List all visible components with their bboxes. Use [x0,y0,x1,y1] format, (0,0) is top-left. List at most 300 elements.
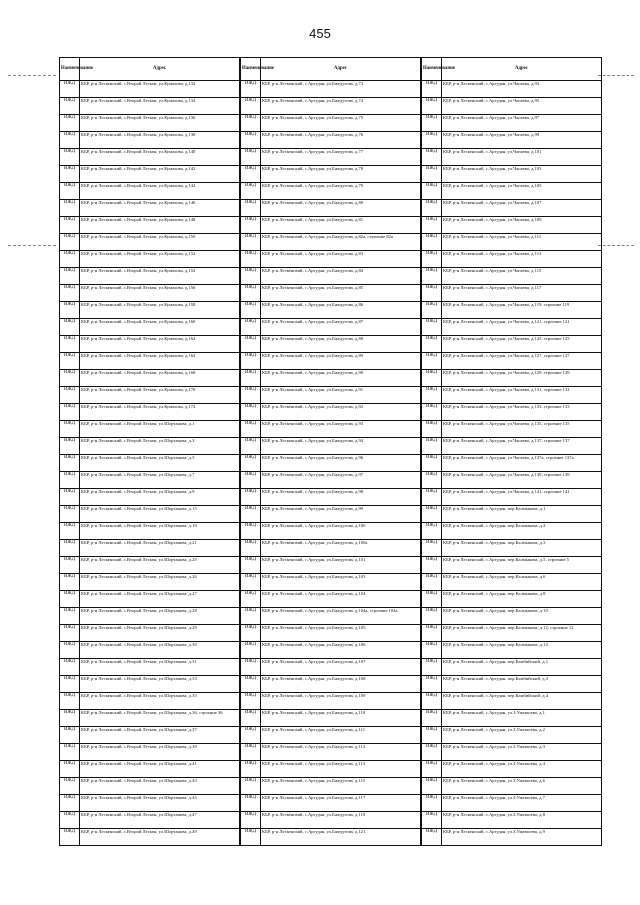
object-type-cell: ИЖД [422,557,442,574]
table-row [60,438,240,455]
object-type-cell: ИЖД [422,727,442,744]
object-type-cell: ИЖД [241,710,261,727]
table-row [241,234,421,251]
object-type-cell: ИЖД [241,319,261,336]
address-cell: КБР, р-н Лескенский, с.Второй Лескен, ул.Кумахова, д.172 [80,404,240,421]
object-type-cell: ИЖД [422,506,442,523]
address-cell: КБР, р-н Лескенский, с.Аргудан, пер.Калмыкова, д.2 [442,523,602,540]
table-row [422,421,602,438]
address-cell: КБР, р-н Лескенский, с.Аргудан, ул.Бжедугова, д.106 [261,642,421,659]
address-cell: КБР, р-н Лескенский, с.Второй Лескен, ул.Кумахова, д.134 [80,98,240,115]
object-type-cell: ИЖД [60,812,80,829]
address-cell: КБР, р-н Лескенский, с.Аргудан, пер.Калмыкова, д.14 [442,642,602,659]
address-cell: КБР, р-н Лескенский, с.Аргудан, ул.Чапаева, д.131, строение 131 [442,387,602,404]
address-cell: КБР, р-н Лескенский, с.Второй Лескен, ул.Шортанова, д.19 [80,523,240,540]
address-cell: КБР, р-н Лескенский, с.Аргудан, пер.Калмыкова, д.5, строение 5 [442,557,602,574]
address-cell: КБР, р-н Лескенский, с.Второй Лескен, ул.Кумахова, д.162 [80,336,240,353]
object-type-cell: ИЖД [60,778,80,795]
table-row [241,404,421,421]
table-row [241,455,421,472]
table-row [422,149,602,166]
address-cell: КБР, р-н Лескенский, с.Аргудан, ул.Бжедугова, д.109 [261,693,421,710]
table-row [422,472,602,489]
object-type-cell: ИЖД [241,642,261,659]
address-cell: КБР, р-н Лескенский, с.Второй Лескен, ул.Шортанова, д.15 [80,506,240,523]
address-cell: КБР, р-н Лескенский, с.Аргудан, ул.З.Уматкоева, д.9 [442,829,602,846]
table-row [60,183,240,200]
object-type-cell: ИЖД [241,489,261,506]
table-row [241,727,421,744]
table-row [422,166,602,183]
object-type-cell: ИЖД [422,761,442,778]
header-address: Адрес [442,58,602,81]
address-cell: КБР, р-н Лескенский, с.Аргудан, ул.Бжедугова, д.110 [261,710,421,727]
table-row [422,217,602,234]
address-cell: КБР, р-н Лескенский, с.Аргудан, ул.Чапаева, д.111 [442,234,602,251]
table-row [241,387,421,404]
table-row [60,642,240,659]
address-cell: КБР, р-н Лескенский, с.Второй Лескен, ул.Шортанова, д.43 [80,778,240,795]
address-cell: КБР, р-н Лескенский, с.Аргудан, ул.Бжедугова, д.97 [261,472,421,489]
table-row [422,540,602,557]
table-row [422,132,602,149]
object-type-cell: ИЖД [60,642,80,659]
table-row [60,455,240,472]
address-cell: КБР, р-н Лескенский, с.Аргудан, ул.Чапаева, д.107 [442,200,602,217]
table-row [60,421,240,438]
object-type-cell: ИЖД [60,336,80,353]
table-row [60,557,240,574]
table-row [60,506,240,523]
table-row [241,761,421,778]
object-type-cell: ИЖД [422,353,442,370]
object-type-cell: ИЖД [60,149,80,166]
address-cell: КБР, р-н Лескенский, с.Второй Лескен, ул.Кумахова, д.150 [80,234,240,251]
object-type-cell: ИЖД [60,217,80,234]
address-cell: КБР, р-н Лескенский, с.Второй Лескен, ул.Кумахова, д.136 [80,115,240,132]
object-type-cell: ИЖД [60,744,80,761]
table-row [241,268,421,285]
object-type-cell: ИЖД [422,489,442,506]
object-type-cell: ИЖД [60,251,80,268]
object-type-cell: ИЖД [241,234,261,251]
address-cell: КБР, р-н Лескенский, с.Аргудан, ул.Чапаева, д.139, строение 139 [442,472,602,489]
object-type-cell: ИЖД [422,387,442,404]
address-cell: КБР, р-н Лескенский, с.Аргудан, пер.Камбийский, д.1 [442,659,602,676]
address-cell: КБР, р-н Лескенский, с.Аргудан, ул.Чапаева, д.137, строение 137 [442,438,602,455]
object-type-cell: ИЖД [422,149,442,166]
table-row [422,693,602,710]
address-cell: КБР, р-н Лескенский, с.Аргудан, ул.Чапаева, д.127, строение 127 [442,353,602,370]
address-cell: КБР, р-н Лескенский, с.Второй Лескен, ул.Кумахова, д.140 [80,149,240,166]
object-type-cell: ИЖД [60,200,80,217]
table-header-row [422,58,602,81]
address-cell: КБР, р-н Лескенский, с.Второй Лескен, ул.Кумахова, д.164 [80,353,240,370]
table-row [241,676,421,693]
object-type-cell: ИЖД [241,778,261,795]
object-type-cell: ИЖД [60,523,80,540]
object-type-cell: ИЖД [60,302,80,319]
object-type-cell: ИЖД [241,608,261,625]
table-row [422,251,602,268]
object-type-cell: ИЖД [60,132,80,149]
address-cell: КБР, р-н Лескенский, с.Второй Лескен, ул.Кумахова, д.148 [80,217,240,234]
address-cell: КБР, р-н Лескенский, с.Аргудан, ул.З.Уматкоева, д.2 [442,727,602,744]
object-type-cell: ИЖД [422,268,442,285]
table-row [422,744,602,761]
address-cell: КБР, р-н Лескенский, с.Аргудан, ул.Бжедугова, д.87 [261,319,421,336]
table-row [60,523,240,540]
object-type-cell: ИЖД [241,812,261,829]
table-row [60,353,240,370]
margin-mark [8,245,56,246]
object-type-cell: ИЖД [422,370,442,387]
address-cell: КБР, р-н Лескенский, с.Аргудан, ул.Бжедугова, д.101 [261,557,421,574]
table-row [422,489,602,506]
address-cell: КБР, р-н Лескенский, с.Второй Лескен, ул.Шортанова, д.45 [80,795,240,812]
address-cell: КБР, р-н Лескенский, с.Аргудан, ул.Бжедугова, д.89 [261,353,421,370]
object-type-cell: ИЖД [60,506,80,523]
address-cell: КБР, р-н Лескенский, с.Аргудан, ул.Бжедугова, д.99 [261,506,421,523]
margin-mark [8,75,56,76]
object-type-cell: ИЖД [241,81,261,98]
table-row [60,676,240,693]
table-row [60,81,240,98]
object-type-cell: ИЖД [60,795,80,812]
object-type-cell: ИЖД [241,353,261,370]
object-type-cell: ИЖД [422,217,442,234]
table-row [60,404,240,421]
address-cell: КБР, р-н Лескенский, с.Аргудан, ул.Чапаева, д.125, строение 125 [442,336,602,353]
table-row [422,710,602,727]
object-type-cell: ИЖД [422,438,442,455]
address-cell: КБР, р-н Лескенский, с.Аргудан, ул.Бжедугова, д.119 [261,812,421,829]
address-cell: КБР, р-н Лескенский, с.Аргудан, ул.Бжедугова, д.104а, строение 104а [261,608,421,625]
object-type-cell: ИЖД [422,285,442,302]
table-row [422,319,602,336]
table-row [422,268,602,285]
table-row [241,540,421,557]
object-type-cell: ИЖД [241,421,261,438]
address-cell: КБР, р-н Лескенский, с.Второй Лескен, ул.Шортанова, д.9 [80,489,240,506]
table-row [422,812,602,829]
table-row [241,115,421,132]
table-row [60,268,240,285]
address-cell: КБР, р-н Лескенский, с.Аргудан, ул.Бжедугова, д.117 [261,795,421,812]
table-row [241,421,421,438]
object-type-cell: ИЖД [422,421,442,438]
table-row [241,149,421,166]
object-type-cell: ИЖД [60,727,80,744]
object-type-cell: ИЖД [241,251,261,268]
object-type-cell: ИЖД [422,829,442,846]
table-row [241,489,421,506]
table-row [422,302,602,319]
object-type-cell: ИЖД [241,727,261,744]
object-type-cell: ИЖД [241,693,261,710]
object-type-cell: ИЖД [60,115,80,132]
address-cell: КБР, р-н Лескенский, с.Второй Лескен, ул.Кумахова, д.158 [80,302,240,319]
object-type-cell: ИЖД [422,710,442,727]
table-row [60,625,240,642]
object-type-cell: ИЖД [241,370,261,387]
address-cell: КБР, р-н Лескенский, с.Второй Лескен, ул.Кумахова, д.142 [80,166,240,183]
table-row [241,557,421,574]
address-cell: КБР, р-н Лескенский, с.Второй Лескен, ул.Шортанова, д.37 [80,727,240,744]
table-row [422,285,602,302]
table-row [60,659,240,676]
table-row [422,829,602,846]
object-type-cell: ИЖД [422,591,442,608]
object-type-cell: ИЖД [60,234,80,251]
table-row [60,778,240,795]
address-cell: КБР, р-н Лескенский, с.Второй Лескен, ул.Шортанова, д.47 [80,812,240,829]
address-cell: КБР, р-н Лескенский, с.Второй Лескен, ул.Кумахова, д.168 [80,370,240,387]
table-row [422,370,602,387]
table-row [422,336,602,353]
table-row [241,744,421,761]
address-cell: КБР, р-н Лескенский, с.Аргудан, ул.Бжедугова, д.113 [261,761,421,778]
table-row [60,370,240,387]
address-cell: КБР, р-н Лескенский, с.Аргудан, ул.Бжедугова, д.73 [261,81,421,98]
object-type-cell: ИЖД [60,710,80,727]
table-header-row [60,58,240,81]
object-type-cell: ИЖД [422,693,442,710]
object-type-cell: ИЖД [241,404,261,421]
table-row [241,608,421,625]
table-row [241,166,421,183]
table-row [241,302,421,319]
address-cell: КБР, р-н Лескенский, с.Аргудан, ул.Бжедугова, д.80 [261,200,421,217]
address-cell: КБР, р-н Лескенский, с.Аргудан, ул.Бжедугова, д.96 [261,455,421,472]
object-type-cell: ИЖД [60,268,80,285]
header-address: Адрес [80,58,240,81]
address-cell: КБР, р-н Лескенский, с.Второй Лескен, ул.Кумахова, д.138 [80,132,240,149]
address-cell: КБР, р-н Лескенский, с.Второй Лескен, ул.Шортанова, д.1 [80,421,240,438]
address-cell: КБР, р-н Лескенский, с.Аргудан, ул.Чапаева, д.101 [442,149,602,166]
address-cell: КБР, р-н Лескенский, с.Аргудан, ул.Чапаева, д.141, строение 141 [442,489,602,506]
table-row [60,727,240,744]
address-cell: КБР, р-н Лескенский, с.Аргудан, ул.Чапаева, д.95 [442,98,602,115]
address-cell: КБР, р-н Лескенский, с.Аргудан, ул.Бжедугова, д.107 [261,659,421,676]
table-row [422,183,602,200]
address-cell: КБР, р-н Лескенский, с.Аргудан, ул.Чапаева, д.113 [442,251,602,268]
object-type-cell: ИЖД [241,761,261,778]
address-cell: КБР, р-н Лескенский, с.Аргудан, ул.Чапаева, д.97 [442,115,602,132]
object-type-cell: ИЖД [241,455,261,472]
table-row [60,132,240,149]
object-type-cell: ИЖД [241,574,261,591]
object-type-cell: ИЖД [241,438,261,455]
object-type-cell: ИЖД [422,336,442,353]
object-type-cell: ИЖД [60,472,80,489]
page-number: 455 [309,26,331,41]
object-type-cell: ИЖД [60,676,80,693]
table-row [241,438,421,455]
address-cell: КБР, р-н Лескенский, с.Второй Лескен, ул.Шортанова, д.21 [80,540,240,557]
object-type-cell: ИЖД [422,132,442,149]
header-type: Наименование [241,58,261,81]
table-row [422,625,602,642]
table-row [60,98,240,115]
object-type-cell: ИЖД [60,81,80,98]
address-cell: КБР, р-н Лескенский, с.Аргудан, ул.Чапаева, д.93 [442,81,602,98]
address-cell: КБР, р-н Лескенский, с.Аргудан, ул.Бжедугова, д.76 [261,132,421,149]
object-type-cell: ИЖД [422,319,442,336]
table-row [60,540,240,557]
address-cell: КБР, р-н Лескенский, с.Аргудан, ул.З.Уматкоева, д.7 [442,795,602,812]
address-cell: КБР, р-н Лескенский, с.Второй Лескен, ул.Кумахова, д.154 [80,268,240,285]
address-cell: КБР, р-н Лескенский, с.Второй Лескен, ул.Шортанова, д.27 [80,591,240,608]
object-type-cell: ИЖД [422,659,442,676]
address-cell: КБР, р-н Лескенский, с.Аргудан, ул.З.Уматкоева, д.1 [442,710,602,727]
table-row [60,710,240,727]
object-type-cell: ИЖД [422,302,442,319]
table-row [60,115,240,132]
table-row [422,115,602,132]
table-row [241,710,421,727]
table-row [422,591,602,608]
address-cell: КБР, р-н Лескенский, с.Аргудан, ул.З.Уматкоева, д.8 [442,812,602,829]
address-cell: КБР, р-н Лескенский, с.Второй Лескен, ул.Шортанова, д.26 [80,574,240,591]
object-type-cell: ИЖД [60,608,80,625]
object-type-cell: ИЖД [241,506,261,523]
address-cell: КБР, р-н Лескенский, с.Второй Лескен, ул.Шортанова, д.36, строение 36 [80,710,240,727]
table-row [241,574,421,591]
address-cell: КБР, р-н Лескенский, с.Аргудан, ул.Бжедугова, д.92 [261,404,421,421]
table-row [60,200,240,217]
table-row [60,489,240,506]
object-type-cell: ИЖД [241,98,261,115]
address-cell: КБР, р-н Лескенский, с.Аргудан, ул.Бжедугова, д.83 [261,251,421,268]
table-row [60,285,240,302]
table-row [422,676,602,693]
address-cell: КБР, р-н Лескенский, с.Второй Лескен, ул.Шортанова, д.5 [80,455,240,472]
object-type-cell: ИЖД [241,302,261,319]
table-row [422,200,602,217]
table-row [422,353,602,370]
object-type-cell: ИЖД [422,523,442,540]
table-row [241,285,421,302]
table-header-row [241,58,421,81]
address-cell: КБР, р-н Лескенский, с.Аргудан, ул.Бжедугова, д.90 [261,370,421,387]
object-type-cell: ИЖД [241,557,261,574]
object-type-cell: ИЖД [241,183,261,200]
address-cell: КБР, р-н Лескенский, с.Аргудан, ул.Бжедугова, д.79 [261,183,421,200]
table-row [422,659,602,676]
address-cell: КБР, р-н Лескенский, с.Второй Лескен, ул.Шортанова, д.28 [80,608,240,625]
address-cell: КБР, р-н Лескенский, с.Аргудан, ул.З.Уматкоева, д.4 [442,761,602,778]
address-cell: КБР, р-н Лескенский, с.Аргудан, ул.Чапаева, д.119, строение 119 [442,302,602,319]
address-cell: КБР, р-н Лескенский, с.Аргудан, ул.Бжедугова, д.111 [261,727,421,744]
object-type-cell: ИЖД [422,183,442,200]
table-row [60,251,240,268]
address-cell: КБР, р-н Лескенский, с.Аргудан, пер.Калмыкова, д.6 [442,574,602,591]
table-row [60,744,240,761]
table-row [241,183,421,200]
table-row [422,98,602,115]
object-type-cell: ИЖД [241,540,261,557]
object-type-cell: ИЖД [60,574,80,591]
address-cell: КБР, р-н Лескенский, с.Аргудан, ул.Бжедугова, д.103 [261,574,421,591]
table-row [241,812,421,829]
object-type-cell: ИЖД [422,574,442,591]
object-type-cell: ИЖД [241,472,261,489]
address-cell: КБР, р-н Лескенский, с.Аргудан, ул.Бжедугова, д.82а, строение 82а [261,234,421,251]
address-cell: КБР, р-н Лескенский, с.Второй Лескен, ул.Шортанова, д.39 [80,744,240,761]
table-row [241,506,421,523]
object-type-cell: ИЖД [422,98,442,115]
address-cell: КБР, р-н Лескенский, с.Аргудан, ул.Бжедугова, д.100 [261,523,421,540]
address-cell: КБР, р-н Лескенский, с.Аргудан, ул.Бжедугова, д.74 [261,98,421,115]
address-cell: КБР, р-н Лескенский, с.Аргудан, пер.Калмыкова, д.3 [442,540,602,557]
object-type-cell: ИЖД [60,387,80,404]
object-type-cell: ИЖД [422,472,442,489]
object-type-cell: ИЖД [422,540,442,557]
table-row [60,234,240,251]
header-type: Наименование [60,58,80,81]
address-cell: КБР, р-н Лескенский, с.Аргудан, ул.Бжедугова, д.112 [261,744,421,761]
table-row [60,608,240,625]
object-type-cell: ИЖД [60,455,80,472]
object-type-cell: ИЖД [241,285,261,302]
table-row [60,387,240,404]
address-cell: КБР, р-н Лескенский, с.Аргудан, ул.Чапаева, д.129, строение 129 [442,370,602,387]
address-cell: КБР, р-н Лескенский, с.Второй Лескен, ул.Шортанова, д.7 [80,472,240,489]
object-type-cell: ИЖД [422,744,442,761]
object-type-cell: ИЖД [60,319,80,336]
address-cell: КБР, р-н Лескенский, с.Аргудан, ул.Чапаева, д.133, строение 133 [442,404,602,421]
address-cell: КБР, р-н Лескенский, с.Аргудан, ул.Бжедугова, д.86 [261,302,421,319]
address-cell: КБР, р-н Лескенский, с.Аргудан, ул.Бжедугова, д.108 [261,676,421,693]
table-row [60,591,240,608]
address-cell: КБР, р-н Лескенский, с.Аргудан, пер.Камбийский, д.4 [442,693,602,710]
margin-mark [598,75,634,76]
table-row [422,727,602,744]
address-cell: КБР, р-н Лескенский, с.Аргудан, ул.Бжедугова, д.77 [261,149,421,166]
table-row [60,149,240,166]
address-table [421,57,602,846]
object-type-cell: ИЖД [422,795,442,812]
object-type-cell: ИЖД [422,642,442,659]
object-type-cell: ИЖД [241,166,261,183]
address-table [240,57,421,846]
table-row [241,829,421,846]
table-row [422,81,602,98]
object-type-cell: ИЖД [241,744,261,761]
table-row [60,693,240,710]
table-row [241,659,421,676]
address-cell: КБР, р-н Лескенский, с.Аргудан, пер.Калмыкова, д.1 [442,506,602,523]
table-row [241,693,421,710]
table-row [241,625,421,642]
table-row [422,795,602,812]
table-row [422,438,602,455]
address-cell: КБР, р-н Лескенский, с.Аргудан, пер.Камбийский, д.3 [442,676,602,693]
table-row [422,404,602,421]
object-type-cell: ИЖД [422,676,442,693]
object-type-cell: ИЖД [241,217,261,234]
address-cell: КБР, р-н Лескенский, с.Аргудан, пер.Калмыкова, д.12, строение 12 [442,625,602,642]
address-cell: КБР, р-н Лескенский, с.Аргудан, пер.Калмыкова, д.10 [442,608,602,625]
address-cell: КБР, р-н Лескенский, с.Второй Лескен, ул.Шортанова, д.3 [80,438,240,455]
object-type-cell: ИЖД [60,540,80,557]
address-cell: КБР, р-н Лескенский, с.Аргудан, ул.Бжедугова, д.91 [261,387,421,404]
table-row [422,234,602,251]
address-cell: КБР, р-н Лескенский, с.Аргудан, ул.Бжедугова, д.78 [261,166,421,183]
object-type-cell: ИЖД [60,659,80,676]
object-type-cell: ИЖД [422,608,442,625]
